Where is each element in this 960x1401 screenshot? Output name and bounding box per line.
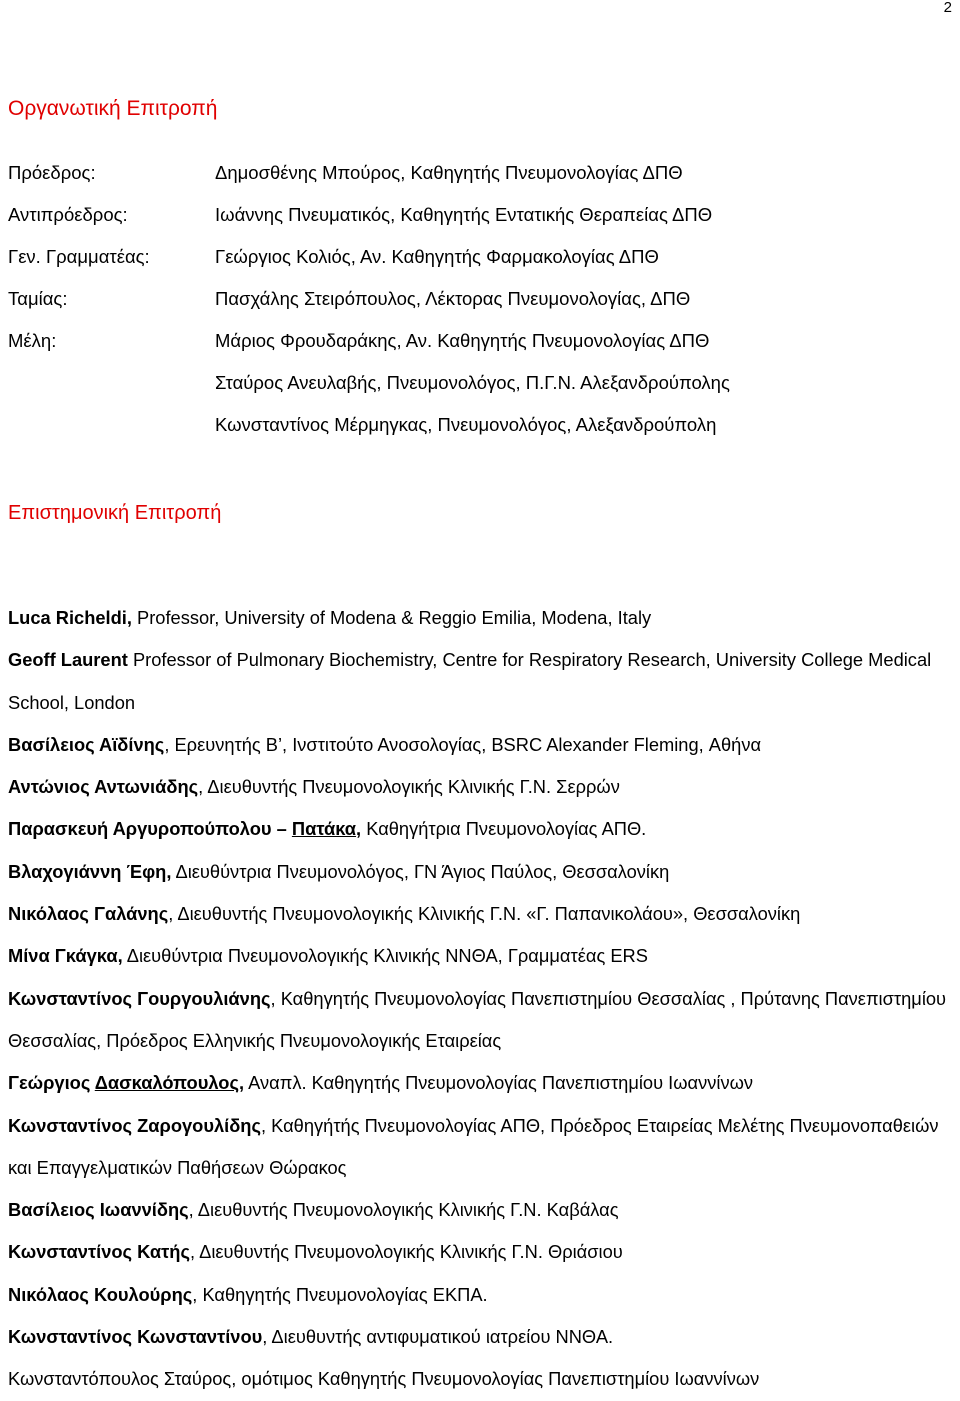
list-item (8, 1105, 953, 1190)
member-affiliation: , Διευθυντής Πνευμονολογικής Κλινικής Γ.Ν. Σερρών (198, 776, 620, 798)
org-role: Γεν. Γραμματέας: (8, 246, 150, 267)
member-affiliation: , Ερευνητής Β’, Ινστιτούτο Ανοσολογίας, BSRC Alexander Fleming, Αθήνα (164, 733, 762, 755)
list-item (8, 1274, 953, 1316)
member-name (8, 818, 361, 839)
org-role: Μέλη: (8, 330, 57, 351)
list-item (8, 893, 953, 935)
list-item (8, 1062, 953, 1104)
org-member-name: Μάριος Φρουδαράκης, Αν. Καθηγητής Πνευμονολογίας ΔΠΘ (215, 330, 710, 351)
org-member-row (0, 246, 960, 288)
list-item (8, 935, 953, 977)
organizing-committee-title: Οργανωτική Επιτροπή (8, 97, 218, 120)
member-name: Βλαχογιάννη Έφη, (8, 860, 172, 882)
member-name: Κωνσταντίνος Κωνσταντίνου (8, 1326, 263, 1348)
member-name-underlined: Πατάκα (291, 818, 357, 840)
member-name: Νικόλαος Κουλούρης (8, 1283, 193, 1305)
org-member-row (0, 330, 960, 372)
member-name: Μίνα Γκάγκα, (8, 945, 123, 967)
member-name: Αντώνιος Αντωνιάδης (8, 776, 199, 798)
member-affiliation: , Διευθυντής Πνευμονολογικής Κλινικής Γ.Ν. Θριάσιου (189, 1241, 623, 1263)
member-name-punct: , (356, 818, 362, 840)
org-role: Πρόεδρος: (8, 162, 96, 183)
member-name-punct: , (238, 1072, 245, 1094)
scientific-committee-title: Επιστημονική Επιτροπή (8, 502, 222, 524)
org-member-row (0, 162, 960, 204)
member-name (8, 1072, 244, 1093)
list-item (8, 1189, 953, 1231)
list-item (8, 978, 953, 1063)
list-item (8, 597, 953, 639)
list-item (8, 808, 953, 850)
org-member-row (0, 288, 960, 330)
list-item (8, 639, 953, 724)
member-name: Βασίλειος Ιωαννίδης (8, 1199, 189, 1221)
member-affiliation: , Καθηγητής Πνευμονολογίας ΕΚΠΑ. (192, 1283, 488, 1305)
org-member-row (0, 372, 960, 414)
org-member-row (0, 204, 960, 246)
scientific-committee-list (8, 597, 953, 1401)
member-affiliation: , Διευθυντής Πνευμονολογικής Κλινικής Γ.Ν. «Γ. Παπανικολάου», Θεσσαλονίκη (168, 903, 801, 925)
org-member-row (0, 414, 960, 456)
list-item (8, 1231, 953, 1273)
organizing-committee-list (0, 162, 960, 456)
member-affiliation: , Διευθυντής Πνευμονολογικής Κλινικής Γ.Ν. Καβάλας (188, 1199, 619, 1221)
member-affiliation: Αναπλ. Καθηγητής Πνευμονολογίας Πανεπιστημίου Ιωαννίνων (244, 1072, 753, 1094)
member-name: Luca Richeldi, (8, 607, 132, 628)
member-affiliation: Professor, University of Modena & Reggio Emilia, Modena, Italy (131, 607, 652, 628)
member-name: Geoff Laurent (8, 649, 128, 671)
org-role: Ταμίας: (8, 288, 68, 309)
member-affiliation: , Διευθυντής αντιφυματικού ιατρείου ΝΝΘΑ. (262, 1326, 614, 1348)
org-member-name: Γεώργιος Κολιός, Αν. Καθηγητής Φαρμακολογίας ΔΠΘ (215, 246, 659, 267)
list-item (8, 724, 953, 766)
org-member-name: Κωνσταντίνος Μέρμηγκας, Πνευμονολόγος, Αλεξανδρούπολη (215, 414, 717, 435)
member-name-part: Γεώργιος (8, 1072, 95, 1094)
member-affiliation: Καθηγήτρια Πνευμονολογίας ΑΠΘ. (361, 818, 647, 840)
list-item (8, 851, 953, 893)
list-item (8, 766, 953, 808)
member-name: Νικόλαος Γαλάνης (8, 903, 169, 925)
member-name-underlined: Δασκαλόπουλος (94, 1072, 239, 1094)
member-affiliation: Διευθύντρια Πνευμονολογικής Κλινικής ΝΝΘΑ, Γραμματέας ERS (122, 945, 648, 967)
member-affiliation: , Καθηγητής Πνευμονολογίας Πανεπιστημίου Θεσσαλίας , Πρύτανης Πανεπιστημίου Θεσσαλίας, Πρόεδρος Ελληνικής Πνευμονολογικής Εταιρείας (8, 987, 947, 1051)
org-role: Αντιπρόεδρος: (8, 204, 128, 225)
member-name: Κωνσταντίνος Ζαρογουλίδης (8, 1114, 261, 1136)
page-number: 2 (943, 0, 952, 16)
member-name: Κωνσταντίνος Κατής (8, 1241, 190, 1263)
member-name: Κωνσταντίνος Γουργουλιάνης (8, 987, 271, 1009)
org-member-name: Δημοσθένης Μπούρος, Καθηγητής Πνευμονολογίας ΔΠΘ (215, 162, 683, 183)
org-member-name: Σταύρος Ανευλαβής, Πνευμονολόγος, Π.Γ.Ν. Αλεξανδρούπολης (215, 372, 730, 393)
member-affiliation: Διευθύντρια Πνευμονολόγος, ΓΝ Άγιος Παύλος, Θεσσαλονίκη (171, 860, 670, 882)
member-affiliation: Κωνσταντόπουλος Σταύρος, ομότιμος Καθηγητής Πνευμονολογίας Πανεπιστημίου Ιωαννίνων (8, 1368, 760, 1390)
org-member-name: Ιωάννης Πνευματικός, Καθηγητής Εντατικής Θεραπείας ΔΠΘ (215, 204, 713, 225)
list-item (8, 1316, 953, 1358)
org-member-name: Πασχάλης Στειρόπουλος, Λέκτορας Πνευμονολογίας, ΔΠΘ (215, 288, 691, 309)
member-name-part: Παρασκευή Αργυροπούπολου – (8, 818, 292, 840)
member-name: Βασίλειος Αϊδίνης (8, 733, 165, 755)
member-affiliation: , Καθηγήτής Πνευμονολογίας ΑΠΘ, Πρόεδρος Εταιρείας Μελέτης Πνευμονοπαθειών και Επαγγελματικών Παθήσεων Θώρακος (8, 1114, 939, 1178)
list-item (8, 1358, 953, 1400)
member-affiliation: Professor of Pulmonary Biochemistry, Centre for Respiratory Research, University College Medical School, London (8, 649, 932, 713)
